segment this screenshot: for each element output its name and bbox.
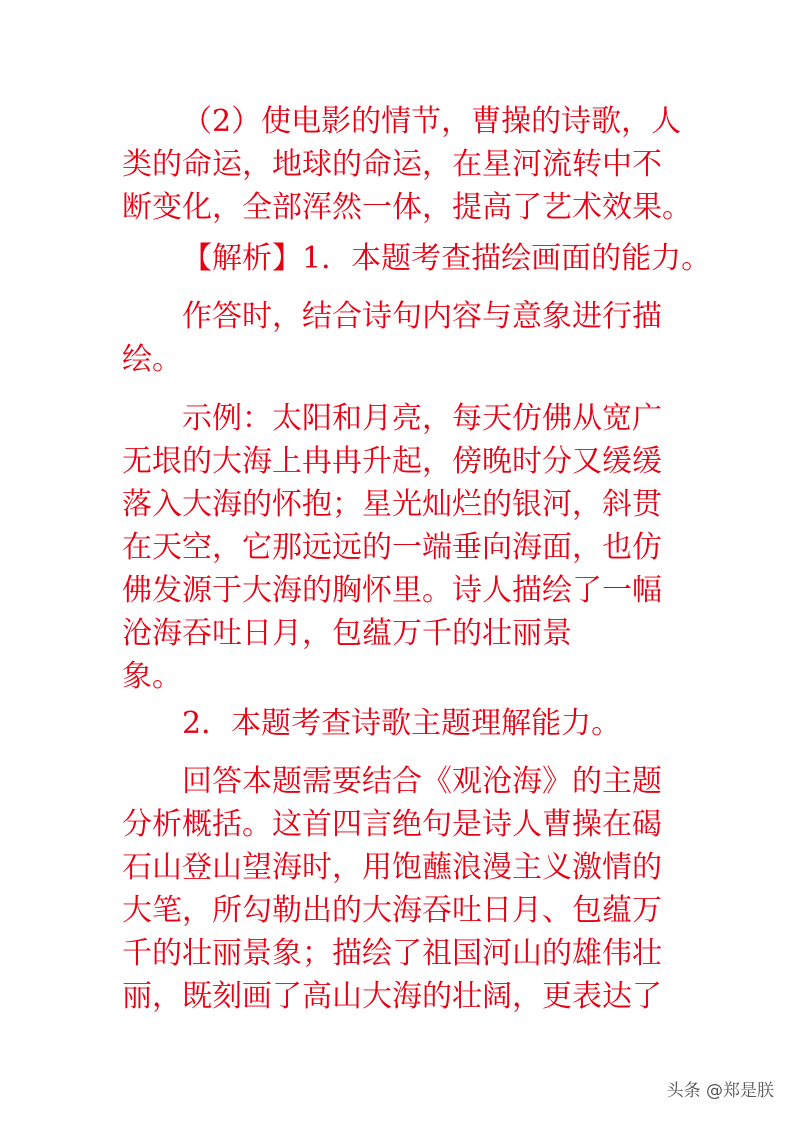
text-line: 佛发源于大海的胸怀里。诗人描绘了一幅: [122, 573, 662, 608]
text-line: 2．本题考查诗歌主题理解能力。: [182, 706, 622, 741]
text-line: 落入大海的怀抱；星光灿烂的银河，斜贯: [122, 487, 662, 522]
paragraph-example: [122, 397, 682, 698]
paragraph-answer-2: [122, 100, 692, 229]
text-line: 示例：太阳和月亮，每天仿佛从宽广: [182, 401, 662, 436]
text-line: 大笔，所勾勒出的大海吞吐日月、包蕴万: [122, 893, 662, 928]
text-line: 作答时，结合诗句内容与意象进行描: [182, 299, 662, 334]
text-line: 【解析】1．本题考查描绘画面的能力。: [182, 241, 712, 276]
text-line: 象。: [122, 659, 182, 694]
text-line: （2）使电影的情节，曹操的诗歌，人: [182, 104, 682, 139]
text-line: 丽，既刻画了高山大海的壮阔，更表达了: [122, 979, 662, 1014]
text-line: 石山登山望海时，用饱蘸浪漫主义激情的: [122, 850, 662, 885]
text-line: 在天空，它那远远的一端垂向海面，也仿: [122, 530, 662, 565]
paragraph-theme-analysis: [122, 760, 682, 1018]
text-line: 沧海吞吐日月，包蕴万千的壮丽景: [122, 616, 572, 651]
watermark: 头条 @郑是朕: [666, 1081, 774, 1101]
text-line: 回答本题需要结合《观沧海》的主题: [182, 764, 662, 799]
paragraph-instruction: [122, 295, 682, 381]
text-line: 无垠的大海上冉冉升起，傍晚时分又缓缓: [122, 444, 662, 479]
text-line: 分析概括。这首四言绝句是诗人曹操在碣: [122, 807, 662, 842]
text-line: 断变化，全部浑然一体，提高了艺术效果。: [122, 190, 692, 225]
paragraph-analysis-heading: [122, 237, 712, 280]
paragraph-question-2: [122, 702, 682, 745]
text-line: 绘。: [122, 342, 182, 377]
text-line: 类的命运，地球的命运，在星河流转中不: [122, 147, 662, 182]
text-line: 千的壮丽景象；描绘了祖国河山的雄伟壮: [122, 936, 662, 971]
